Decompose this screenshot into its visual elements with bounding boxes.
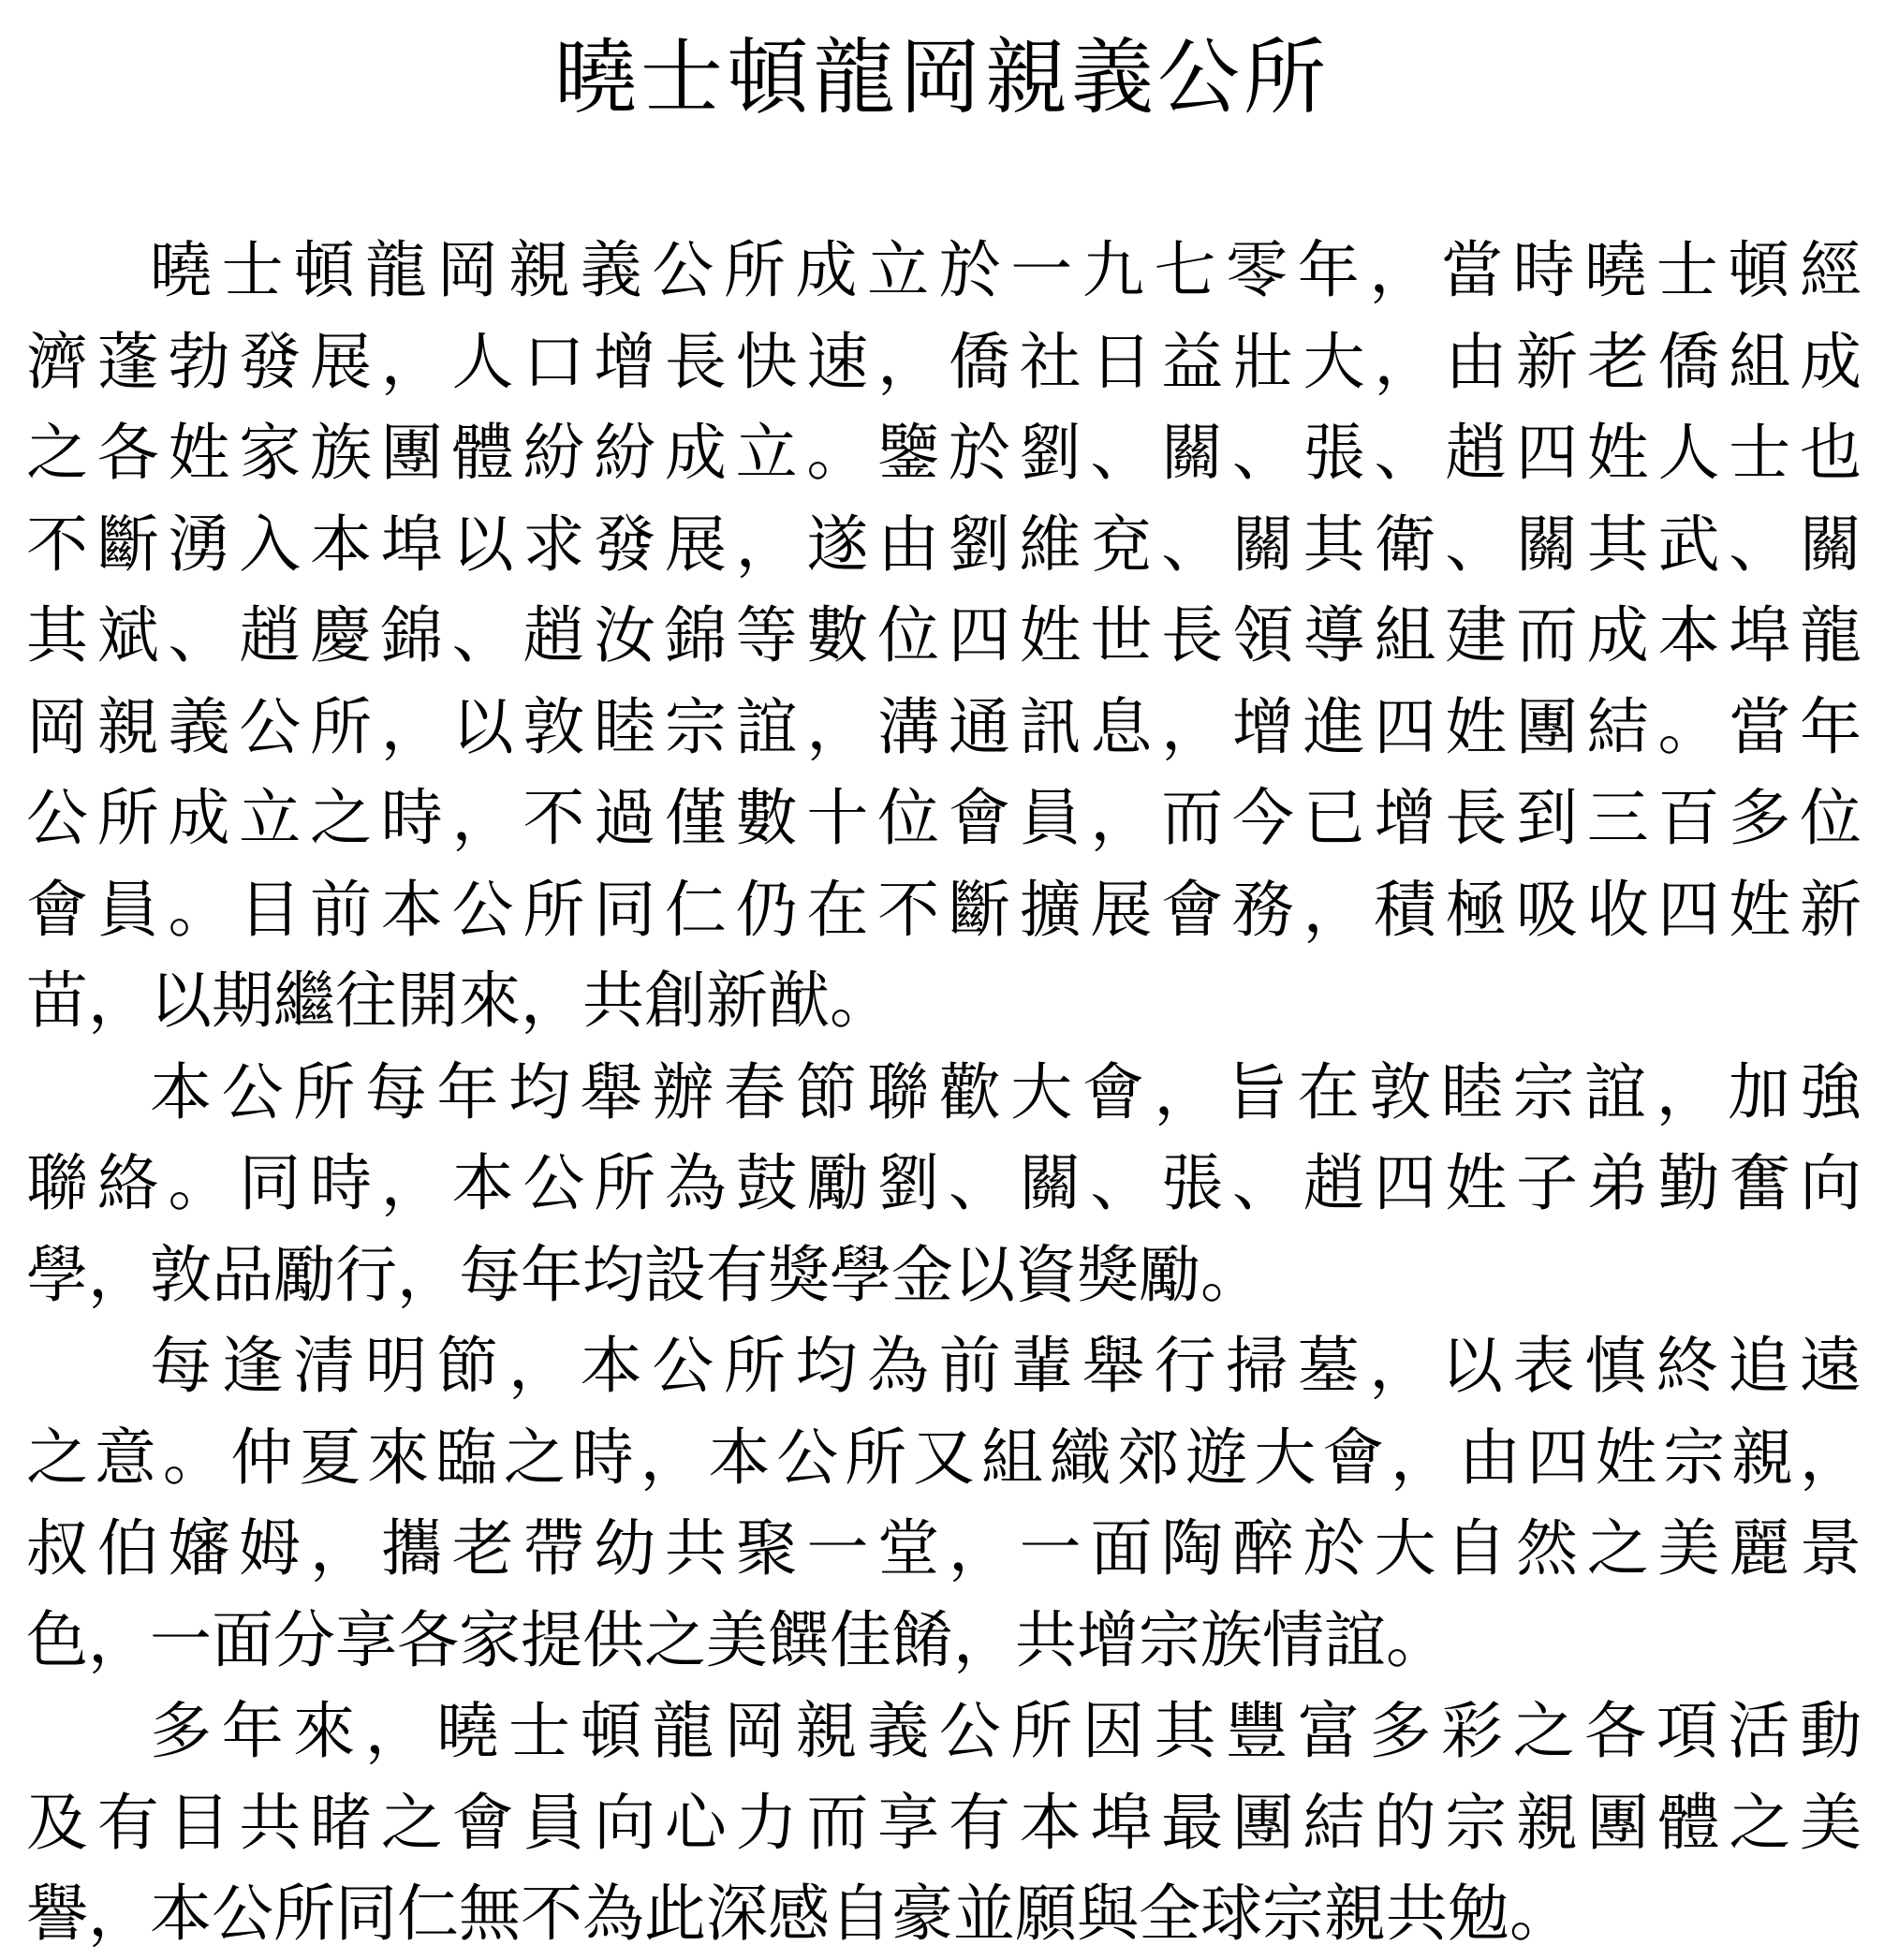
- paragraph-1-line-8: 會員。目前本公所同仁仍在不斷擴展會務，積極吸收四姓新: [26, 873, 1862, 946]
- paragraph-4-line-1: 多年來，曉士頓龍岡親義公所因其豐富多彩之各項活動: [150, 1695, 1862, 1767]
- paragraph-3-line-2: 之意。仲夏來臨之時，本公所又組織郊遊大會，由四姓宗親，: [26, 1421, 1862, 1494]
- paragraph-1-line-6: 岡親義公所，以敦睦宗誼，溝通訊息，增進四姓團結。當年: [26, 690, 1862, 763]
- paragraph-2-line-1: 本公所每年均舉辦春節聯歡大會，旨在敦睦宗誼，加強: [150, 1055, 1862, 1128]
- paragraph-4-line-3: 譽，本公所同仁無不為此深感自豪並願與全球宗親共勉。: [26, 1878, 1571, 1950]
- paragraph-4-line-2: 及有目共睹之會員向心力而享有本埠最團結的宗親團體之美: [26, 1786, 1862, 1859]
- paragraph-1-line-2: 濟蓬勃發展，人口增長快速，僑社日益壯大，由新老僑組成: [26, 325, 1862, 398]
- paragraph-1-line-7: 公所成立之時，不過僅數十位會員，而今已增長到三百多位: [26, 782, 1862, 854]
- paragraph-3-line-4: 色，一面分享各家提供之美饌佳餚，共增宗族情誼。: [26, 1603, 1448, 1676]
- paragraph-1-line-1: 曉士頓龍岡親義公所成立於一九七零年，當時曉士頓經: [150, 234, 1862, 306]
- paragraph-2-line-3: 學，敦品勵行，每年均設有獎學金以資獎勵。: [26, 1238, 1262, 1311]
- paragraph-1-line-9: 苗，以期繼往開來，共創新猷。: [26, 965, 891, 1037]
- paragraph-3-line-3: 叔伯嬸姆，攜老帶幼共聚一堂，一面陶醉於大自然之美麗景: [26, 1512, 1862, 1584]
- paragraph-3-line-1: 每逢清明節，本公所均為前輩舉行掃墓，以表慎終追遠: [150, 1330, 1862, 1402]
- document-body: [26, 225, 1862, 1960]
- paragraph-1-line-5: 其斌、趙慶錦、趙汝錦等數位四姓世長領導組建而成本埠龍: [26, 599, 1862, 671]
- paragraph-1-line-3: 之各姓家族團體紛紛成立。鑒於劉、關、張、趙四姓人士也: [26, 417, 1862, 489]
- paragraph-2-line-2: 聯絡。同時，本公所為鼓勵劉、關、張、趙四姓子弟勤奮向: [26, 1147, 1862, 1219]
- paragraph-1-line-4: 不斷湧入本埠以求發展，遂由劉維兗、關其衛、關其武、關: [26, 508, 1862, 581]
- page-title: 曉士頓龍岡親義公所: [553, 29, 1330, 125]
